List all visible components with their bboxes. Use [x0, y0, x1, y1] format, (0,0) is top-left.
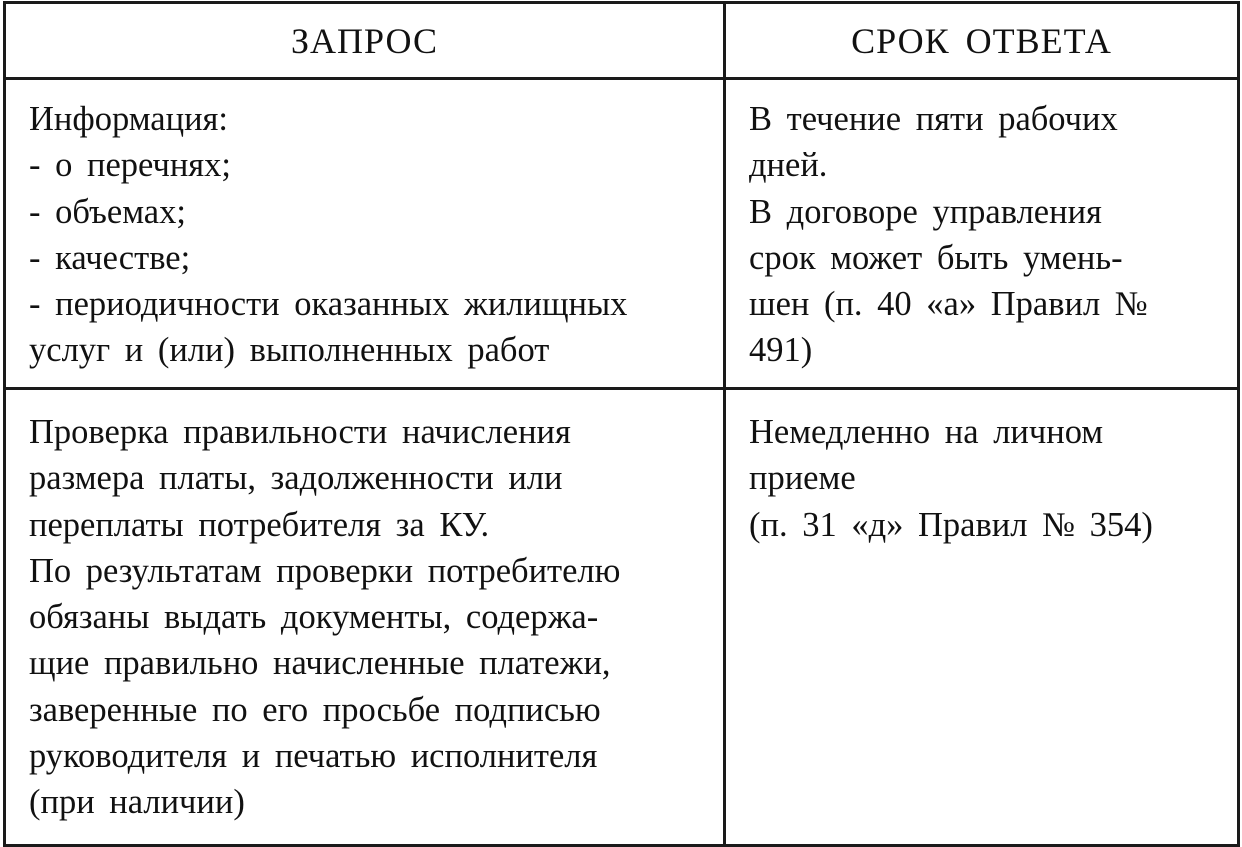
cell-line: обязаны выдать документы, содержа- — [29, 598, 599, 637]
cell-line: срок может быть умень- — [749, 238, 1123, 277]
cell-line: шен (п. 40 «а» Правил № — [749, 285, 1148, 324]
cell-line: приеме — [749, 459, 856, 498]
cell-line: заверенные по его просьбе подписью — [29, 690, 601, 729]
cell-line: Информация: — [29, 100, 228, 138]
cell-line: - объемах; — [29, 192, 186, 231]
cell-line: По результатам проверки потребителю — [29, 551, 621, 590]
cell-line: переплаты потребителя за КУ. — [29, 505, 490, 544]
request-cell — [5, 389, 725, 846]
request-deadline-table — [3, 1, 1240, 847]
cell-line: 491) — [749, 331, 813, 370]
cell-line: руководителя и печатью исполнителя — [29, 737, 598, 776]
cell-line: (п. 31 «д» Правил № 354) — [749, 505, 1153, 544]
cell-line: Проверка правильности начисления — [29, 413, 571, 451]
cell-line: размера платы, задолженности или — [29, 459, 563, 498]
table-header-row — [5, 3, 1239, 79]
deadline-cell — [725, 79, 1239, 389]
table-row — [5, 389, 1239, 846]
cell-line: щие правильно начисленные платежи, — [29, 644, 611, 683]
deadline-cell — [725, 389, 1239, 846]
cell-line: - о перечнях; — [29, 146, 231, 185]
cell-line: (при наличии) — [29, 783, 245, 822]
header-deadline: СРОК ОТВЕТА — [725, 3, 1239, 79]
cell-line: В течение пяти рабочих — [749, 100, 1118, 138]
cell-line: - качестве; — [29, 238, 191, 277]
header-request: ЗАПРОС — [5, 3, 725, 79]
cell-line: В договоре управления — [749, 192, 1102, 231]
cell-line: Немедленно на личном — [749, 413, 1104, 451]
cell-line: услуг и (или) выполненных работ — [29, 331, 550, 370]
request-cell — [5, 79, 725, 389]
table-row — [5, 79, 1239, 389]
cell-line: - периодичности оказанных жилищных — [29, 285, 628, 324]
cell-line: дней. — [749, 146, 828, 185]
